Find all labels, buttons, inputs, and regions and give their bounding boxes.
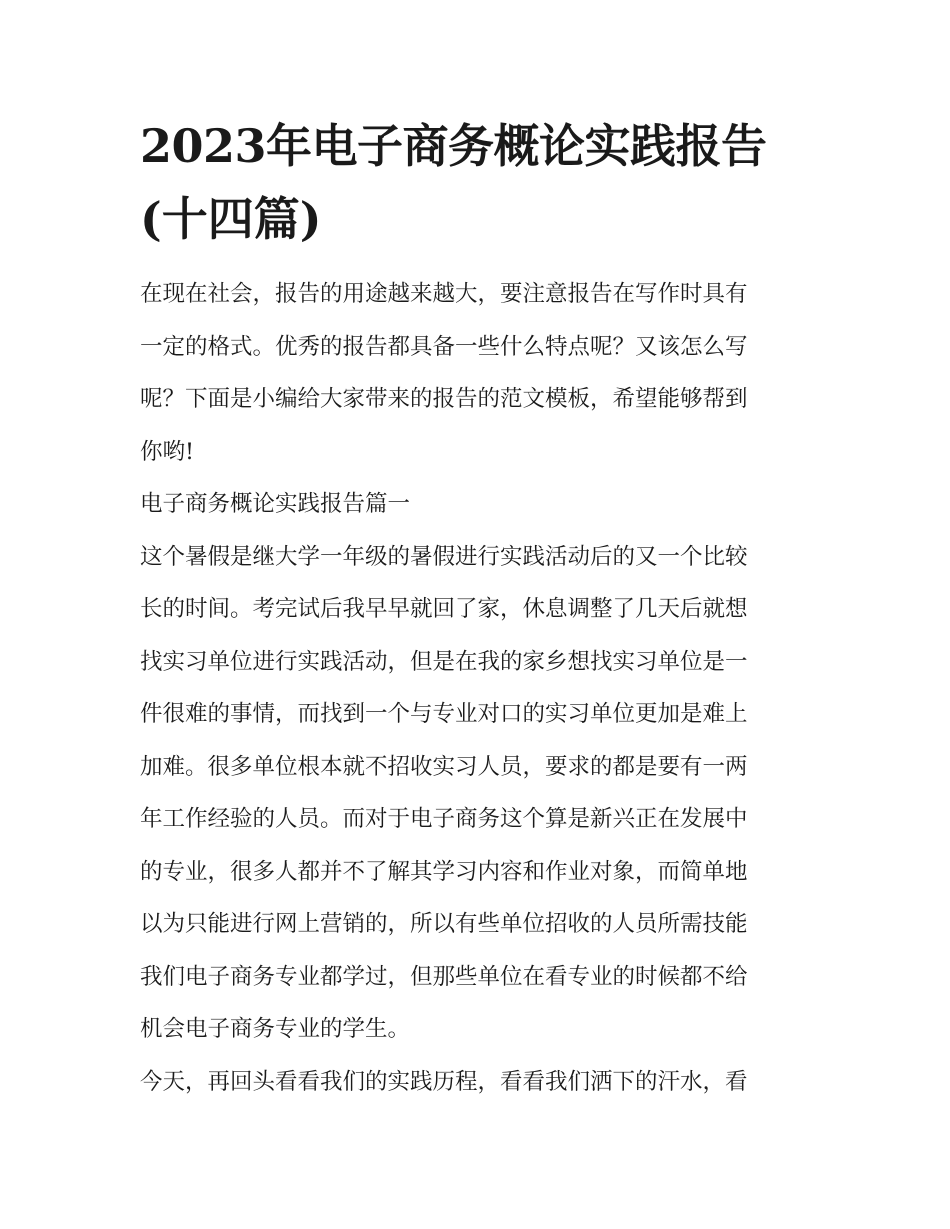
- section-heading: 电子商务概论实践报告篇一: [140, 491, 411, 517]
- document-title: [140, 110, 814, 256]
- body-paragraph-2: [140, 1056, 814, 1109]
- text-line: 长的时间。考完试后我早早就回了家，休息调整了几天后就想: [140, 596, 748, 622]
- text-line: 我们电子商务专业都学过，但那些单位在看专业的时候都不给: [140, 963, 748, 990]
- title-line: 2023年电子商务概论实践报告: [140, 119, 767, 173]
- text-line: 件很难的事情，而找到一个与专业对口的实习单位更加是难上: [140, 701, 748, 727]
- text-line: 加难。很多单位根本就不招收实习人员，要求的都是要有一两: [140, 753, 748, 780]
- text-line: 这个暑假是继大学一年级的暑假进行实践活动后的又一个比较: [140, 543, 748, 570]
- text-line: 年工作经验的人员。而对于电子商务这个算是新兴正在发展中: [140, 806, 748, 832]
- text-line: 机会电子商务专业的学生。: [140, 1016, 411, 1042]
- text-line: 找实习单位进行实践活动，但是在我的家乡想找实习单位是一: [140, 648, 748, 675]
- text-line: 呢？下面是小编给大家带来的报告的范文模板，希望能够帮到: [140, 386, 748, 412]
- text-line: 以为只能进行网上营销的，所以有些单位招收的人员所需技能: [140, 911, 748, 937]
- document-page: [140, 110, 814, 1108]
- intro-paragraph: [140, 268, 814, 478]
- text-line: 在现在社会，报告的用途越来越大，要注意报告在写作时具有: [140, 281, 748, 307]
- text-line: 一定的格式。优秀的报告都具备一些什么特点呢？又该怎么写: [140, 333, 748, 360]
- body-paragraph: [140, 531, 814, 1056]
- text-line: 今天，再回头看看我们的实践历程，看看我们洒下的汗水，看: [140, 1068, 748, 1095]
- text-line: 你哟!: [140, 438, 195, 465]
- title-line: (十四篇): [140, 192, 322, 246]
- text-line: 的专业，很多人都并不了解其学习内容和作业对象，而简单地: [140, 858, 748, 885]
